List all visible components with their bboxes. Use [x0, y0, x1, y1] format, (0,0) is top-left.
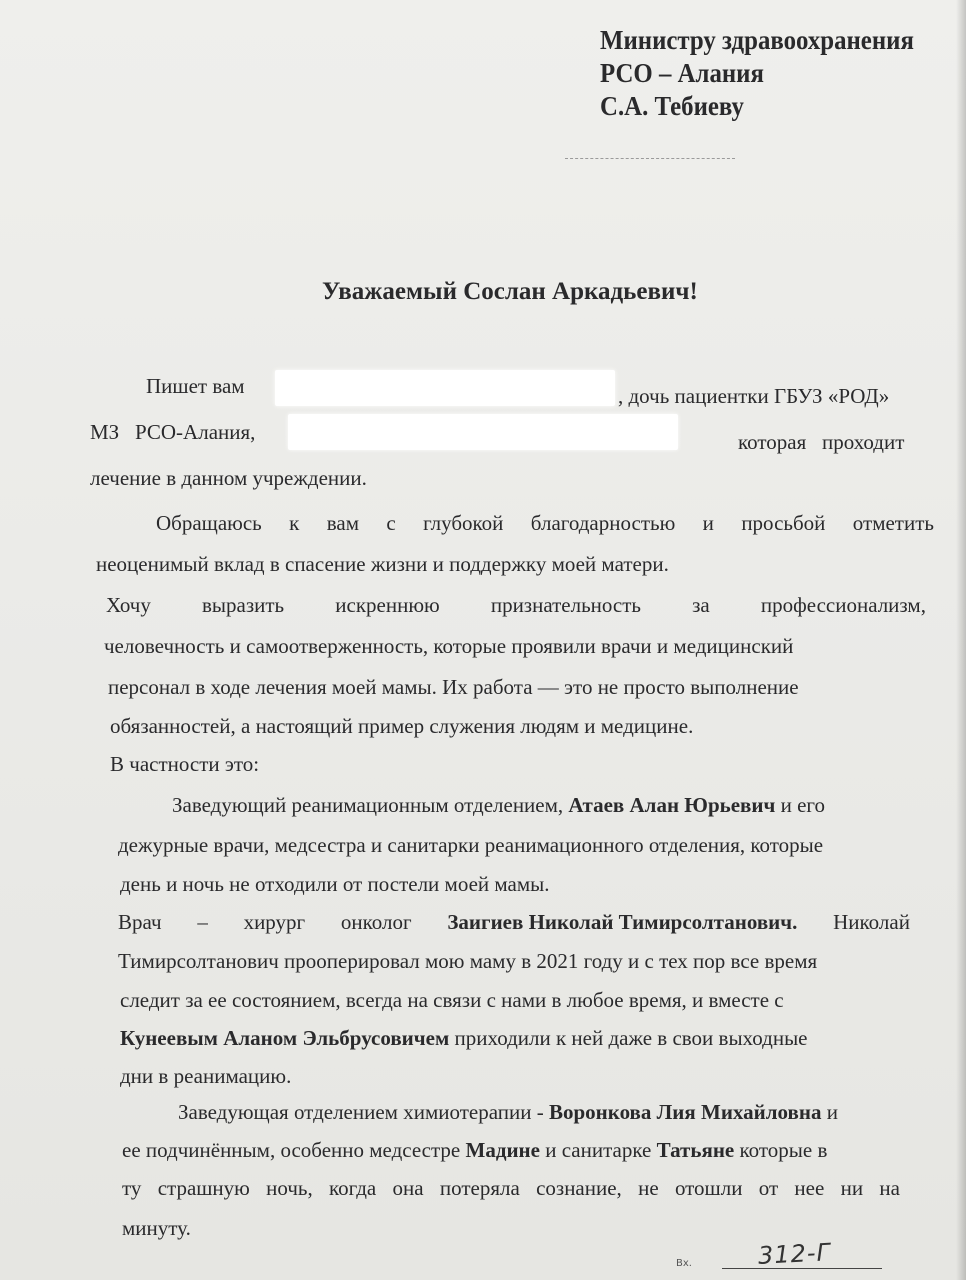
person-name-madina: Мадине	[465, 1138, 540, 1162]
text: приходили к ней даже в свои выходные	[454, 1026, 808, 1050]
word: с	[386, 511, 396, 535]
intro-line-1-text: Пишет вам	[146, 374, 245, 398]
word: выразить	[202, 593, 285, 617]
word: Обращаюсь	[156, 511, 262, 535]
word: за	[692, 593, 710, 617]
addressee-line-2: РСО – Алания	[600, 58, 764, 88]
p6-line-1	[178, 1100, 838, 1124]
text: и	[826, 1100, 838, 1124]
p5-line-1	[118, 910, 910, 934]
person-name-voronkova: Воронкова Лия Михайловна	[548, 1100, 822, 1124]
p2-line-3: персонал в ходе лечения моей мамы. Их работа — это не просто выполнение	[108, 675, 799, 699]
word: хирург	[243, 910, 306, 934]
person-name-tatyana: Татьяне	[656, 1138, 735, 1162]
stamp-prefix: Вх.	[676, 1258, 692, 1269]
p2-line-4: обязанностей, а настоящий пример служения людям и медицине.	[110, 714, 694, 738]
word: когда	[329, 1176, 377, 1200]
stamp-underline	[722, 1268, 882, 1269]
word: отошли	[674, 1176, 743, 1200]
word: и	[702, 511, 714, 535]
p6-line-4: минуту.	[122, 1216, 191, 1240]
person-name-kuneev: Кунеевым Аланом Эльбрусовичем	[120, 1026, 450, 1050]
word: благодарностью	[530, 511, 676, 535]
text: и его	[780, 793, 825, 817]
word: нее	[794, 1176, 825, 1200]
addressee-block	[600, 24, 914, 123]
p4-line-2: дежурные врачи, медсестра и санитарки реанимационного отделения, которые	[118, 833, 824, 857]
p5-line-5: дни в реанимацию.	[120, 1064, 292, 1088]
stamp-number: 312-Г	[757, 1238, 832, 1270]
p5-line-2: Тимирсолтанович прооперировал мою маму в 2021 году и с тех пор все время	[118, 949, 818, 973]
word: сознание,	[536, 1176, 622, 1200]
person-name-zaigiev: Заигиев Николай Тимирсолтанович.	[447, 910, 798, 934]
word: глубокой	[423, 511, 504, 535]
text-mz: МЗ	[90, 420, 120, 444]
word: к	[289, 511, 300, 535]
p4-line-3: день и ночь не отходили от постели моей мамы.	[120, 872, 550, 896]
p2-line-1	[106, 593, 926, 617]
text: Заведующий реанимационным отделением,	[172, 793, 564, 817]
p1-line-1	[156, 511, 934, 535]
intro-line-2-right	[738, 430, 904, 454]
addressee-line-3: С.А. Тебиеву	[600, 91, 744, 121]
word: она	[392, 1176, 424, 1200]
word: ночь,	[266, 1176, 313, 1200]
intro-line-1-end	[618, 384, 889, 408]
text-rso: РСО-Алания,	[134, 420, 256, 444]
scan-dash-mark	[565, 158, 735, 159]
text-kotoraya: которая	[738, 430, 807, 454]
p6-line-3	[122, 1176, 900, 1200]
text: ее подчинённым, особенно медсестре	[122, 1138, 461, 1162]
p5-line-4	[120, 1026, 808, 1050]
word: искреннюю	[335, 593, 440, 617]
word: вам	[326, 511, 359, 535]
word: не	[638, 1176, 659, 1200]
intro-line-3: лечение в данном учреждении.	[90, 466, 367, 490]
greeting: Уважаемый Сослан Аркадьевич!	[322, 278, 698, 305]
text: которые в	[739, 1138, 828, 1162]
p5-line-3: следит за ее состоянием, всегда на связи с нами в любое время, и вместе с	[120, 988, 784, 1012]
redacted-name	[275, 370, 615, 406]
word: потеряла	[439, 1176, 520, 1200]
p1-line-2: неоценимый вклад в спасение жизни и поддержку моей матери.	[96, 552, 669, 576]
word: от	[758, 1176, 779, 1200]
text: Заведующая отделением химиотерапии -	[178, 1100, 544, 1124]
word: Хочу	[106, 593, 151, 617]
p6-line-2	[122, 1138, 827, 1162]
registration-stamp	[676, 1238, 890, 1280]
word: –	[197, 910, 208, 934]
text-prohodit: проходит	[822, 430, 905, 454]
word: признательность	[490, 593, 642, 617]
intro-line-1-start	[146, 374, 245, 398]
word: отметить	[852, 511, 934, 535]
addressee-line-1: Министру здравоохранения	[600, 25, 914, 55]
p4-line-1	[172, 793, 825, 817]
word: Николай	[833, 910, 910, 934]
word: ни	[840, 1176, 864, 1200]
p3-line: В частности это:	[110, 752, 260, 776]
text: и санитарке	[545, 1138, 652, 1162]
word: ту	[122, 1176, 142, 1200]
word: Врач	[118, 910, 162, 934]
redacted-patient-name	[288, 414, 678, 450]
person-name-ataev: Атаев Алан Юрьевич	[568, 793, 776, 817]
word: онколог	[340, 910, 412, 934]
word: на	[879, 1176, 900, 1200]
intro-line-1-end-text: , дочь пациентки ГБУЗ «РОД»	[618, 384, 890, 408]
p2-line-2: человечность и самоотверженность, которые проявили врачи и медицинский	[104, 634, 794, 658]
page-edge-shadow	[956, 0, 966, 1280]
word: просьбой	[741, 511, 826, 535]
word: страшную	[157, 1176, 250, 1200]
word: профессионализм,	[760, 593, 926, 617]
intro-line-2-left	[90, 420, 255, 444]
